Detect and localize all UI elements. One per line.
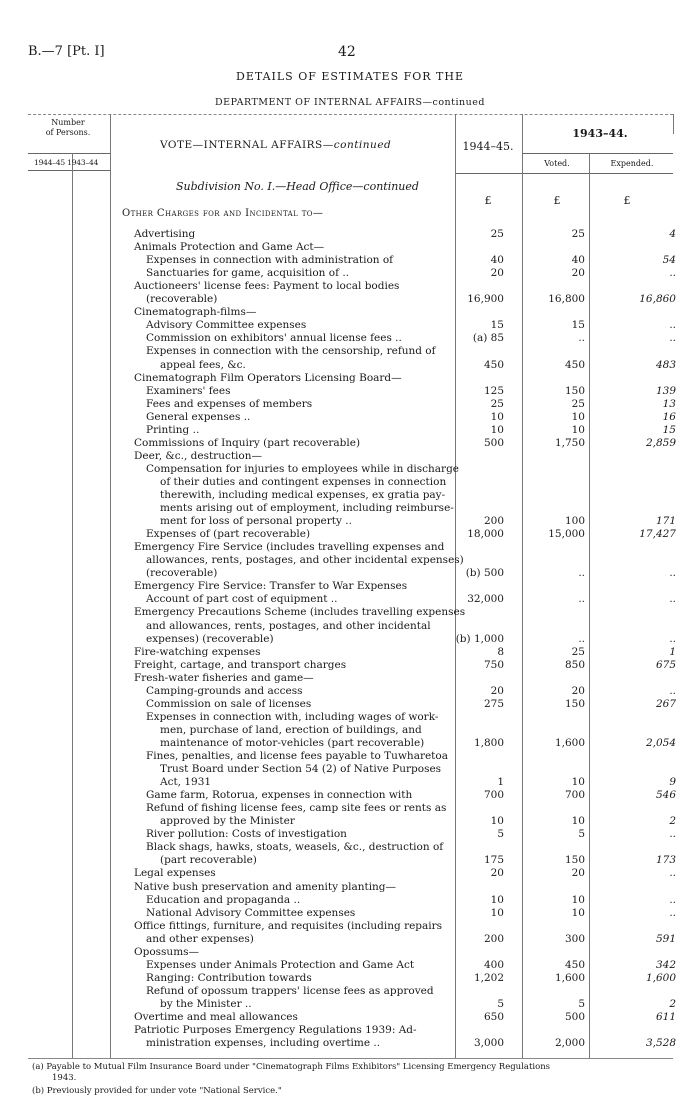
estimate-1944-45: 125 — [483, 384, 504, 397]
table-row — [0, 372, 700, 385]
estimate-1944-45: 32,000 — [467, 593, 504, 606]
table-row — [0, 437, 700, 450]
row-description: Black shags, hawks, stoats, weasels, &c., destruction of — [146, 841, 444, 854]
voted-1943-44: 15,000 — [548, 528, 585, 541]
row-description: Fines, penalties, and license fees payable to Tuwharetoa — [146, 750, 448, 762]
table-row — [0, 567, 700, 580]
expended-1943-44: .. — [669, 319, 676, 332]
expended-1943-44: .. — [669, 867, 676, 880]
row-description: Camping-grounds and access — [146, 684, 303, 697]
expended-1943-44: 173 — [655, 854, 676, 867]
header-bottom-rule-left — [28, 170, 110, 171]
row-description: National Advisory Committee expenses — [146, 906, 356, 919]
table-row — [0, 241, 700, 254]
voted-1943-44: 10 — [571, 893, 585, 906]
row-description: Patriotic Purposes Emergency Regulations 1939: Ad- — [134, 1024, 417, 1037]
table-row — [0, 854, 700, 867]
row-description: Printing .. — [146, 423, 200, 436]
expended-1943-44: 13 — [662, 397, 676, 410]
voted-1943-44: 25 — [571, 397, 585, 410]
estimate-1944-45: 10 — [490, 815, 504, 828]
row-description: ministration expenses, including overtime .. — [146, 1037, 381, 1050]
row-description: Expenses in connection with administration of — [146, 254, 394, 267]
row-description: Advertising — [134, 228, 196, 240]
footnote-a-cont: 1943. — [52, 1073, 77, 1083]
table-row — [0, 815, 700, 828]
row-description: ment for loss of personal property .. — [160, 515, 352, 528]
row-description: Expenses in connection with, including wages of work- — [146, 710, 439, 723]
voted-1943-44: .. — [578, 332, 585, 345]
voted-1943-44: 150 — [564, 854, 585, 867]
table-row — [0, 959, 700, 972]
estimate-1944-45: 5 — [497, 828, 504, 841]
row-description: Freight, cartage, and transport charges — [134, 658, 347, 671]
estimate-1944-45: 1,202 — [473, 971, 504, 984]
row-description: Expenses of (part recoverable) — [146, 528, 311, 541]
row-description: and other expenses) — [146, 932, 254, 945]
expended-header: Expended. — [610, 159, 654, 168]
voted-1943-44: 1,600 — [554, 971, 585, 984]
page-number: 42 — [338, 44, 356, 60]
voted-1943-44: 100 — [564, 515, 585, 528]
row-description: by the Minister .. — [160, 997, 252, 1010]
voted-1943-44: .. — [578, 593, 585, 606]
row-description: Deer, &c., destruction— — [134, 449, 262, 462]
row-description: Act, 1931 — [160, 776, 212, 789]
row-description: Fees and expenses of members — [146, 397, 313, 410]
table-row — [0, 802, 700, 815]
expended-1943-44: 4 — [669, 228, 676, 240]
row-description: Account of part cost of equipment .. — [146, 593, 338, 606]
expended-1943-44: .. — [669, 893, 676, 906]
table-row — [0, 489, 700, 502]
subdivision-heading — [176, 180, 419, 193]
row-description: therewith, including medical expenses, ex gratia pay- — [160, 489, 446, 501]
table-row — [0, 737, 700, 750]
table-row — [0, 398, 700, 411]
table-row — [0, 724, 700, 737]
persons-header-line1: Number — [51, 118, 85, 127]
table-row — [0, 933, 700, 946]
table-row — [0, 946, 700, 959]
expended-1943-44: 9 — [669, 776, 676, 789]
expended-1943-44: .. — [669, 828, 676, 841]
voted-1943-44: 10 — [571, 815, 585, 828]
row-description: Fresh-water fisheries and game— — [134, 671, 314, 684]
row-description: River pollution: Costs of investigation — [146, 828, 347, 841]
subdivision-text: Subdivision No. I.—Head Office—continued — [176, 180, 419, 193]
row-description: Emergency Precautions Scheme (includes travelling expenses — [134, 606, 466, 619]
table-row — [0, 593, 700, 606]
expended-1943-44: 2 — [669, 815, 676, 828]
estimate-1944-45: 200 — [483, 515, 504, 528]
voted-1943-44: 850 — [564, 658, 585, 671]
table-row — [0, 280, 700, 293]
currency-expended: £ — [623, 194, 631, 207]
expended-1943-44: 2,859 — [645, 436, 676, 449]
voted-1943-44: 20 — [571, 867, 585, 880]
table-row — [0, 620, 700, 633]
voted-1943-44: 10 — [571, 776, 585, 789]
estimate-1944-45: 10 — [490, 410, 504, 423]
expended-1943-44: .. — [669, 267, 676, 280]
expended-1943-44: 3,528 — [645, 1037, 676, 1050]
page-subtitle: DEPARTMENT OF INTERNAL AFFAIRS—continued — [215, 97, 485, 108]
expended-1943-44: 54 — [662, 254, 676, 267]
voted-1943-44: .. — [578, 567, 585, 580]
voted-1943-44: 5 — [578, 997, 585, 1010]
table-row — [0, 750, 700, 763]
table-row — [0, 1024, 700, 1037]
expended-1943-44: .. — [669, 332, 676, 345]
vote-heading — [160, 139, 391, 151]
table-row — [0, 998, 700, 1011]
voted-1943-44: 450 — [564, 358, 585, 371]
table-row — [0, 319, 700, 332]
expended-1943-44: 342 — [655, 958, 676, 971]
estimate-1944-45: (b) 500 — [465, 567, 504, 580]
document-code: B.—7 [Pt. I] — [28, 44, 105, 59]
header-bottom-rule — [456, 173, 673, 174]
expended-1943-44: 139 — [655, 384, 676, 397]
expended-1943-44: .. — [669, 593, 676, 606]
row-description: Legal expenses — [134, 867, 216, 880]
footnote-rule — [28, 1058, 673, 1059]
table-row — [0, 789, 700, 802]
table-row — [0, 476, 700, 489]
table-row — [0, 972, 700, 985]
estimate-1944-45: 200 — [483, 932, 504, 945]
table-row — [0, 228, 700, 241]
voted-1943-44: 25 — [571, 645, 585, 658]
expended-1943-44: 16 — [662, 410, 676, 423]
estimate-1944-45: 1 — [497, 776, 504, 789]
table-row — [0, 711, 700, 724]
row-description: expenses) (recoverable) — [146, 632, 274, 645]
row-description: ments arising out of employment, including reimburse- — [160, 502, 454, 515]
estimate-1944-45: 20 — [490, 867, 504, 880]
estimate-1944-45: 40 — [490, 254, 504, 267]
estimate-1944-45: 500 — [483, 436, 504, 449]
table-row — [0, 841, 700, 854]
table-row — [0, 332, 700, 345]
persons-header — [28, 118, 108, 138]
section-heading: Other Charges for and Incidental to— — [122, 208, 324, 219]
voted-1943-44: 10 — [571, 423, 585, 436]
table-top-rule — [28, 114, 673, 115]
table-row — [0, 267, 700, 280]
row-description: Commissions of Inquiry (part recoverable) — [134, 436, 361, 449]
row-description: (recoverable) — [146, 567, 218, 580]
voted-1943-44: 25 — [571, 228, 585, 240]
voted-1943-44: 1,750 — [554, 436, 585, 449]
table-row — [0, 554, 700, 567]
expended-1943-44: 611 — [655, 1011, 676, 1023]
estimate-1944-45: 400 — [483, 958, 504, 971]
footnote-a: (a) Payable to Mutual Film Insurance Board under "Cinematograph Films Exhibitors" Licensing Emergency Regulations — [32, 1062, 551, 1072]
row-description: Refund of fishing license fees, camp site fees or rents as — [146, 802, 447, 815]
table-row — [0, 672, 700, 685]
table-row — [0, 907, 700, 920]
row-description: Cinematograph Film Operators Licensing Board— — [134, 371, 402, 384]
row-description: Compensation for injuries to employees while in discharge — [146, 462, 460, 475]
expended-1943-44: .. — [669, 632, 676, 645]
voted-1943-44: 10 — [571, 906, 585, 919]
row-description: Office fittings, furniture, and requisites (including repairs — [134, 919, 443, 932]
expended-1943-44: 675 — [655, 658, 676, 671]
estimate-1944-45: 750 — [483, 658, 504, 671]
table-row — [0, 541, 700, 554]
voted-1943-44: 15 — [571, 319, 585, 332]
table-row — [0, 580, 700, 593]
estimate-1944-45: 10 — [490, 423, 504, 436]
table-row — [0, 254, 700, 267]
table-row — [0, 763, 700, 776]
table-row — [0, 411, 700, 424]
table-row — [0, 659, 700, 672]
row-description: General expenses .. — [146, 410, 251, 423]
table-row — [0, 646, 700, 659]
estimate-1944-45: 25 — [490, 228, 504, 240]
estimate-1944-45: 10 — [490, 893, 504, 906]
row-description: Auctioneers' license fees: Payment to local bodies — [134, 280, 400, 293]
row-description: Sanctuaries for game, acquisition of .. — [146, 267, 349, 280]
year-1943-44-header: 1943–44. — [572, 127, 628, 140]
table-row — [0, 698, 700, 711]
table-row — [0, 306, 700, 319]
row-description: of their duties and contingent expenses in connection — [160, 475, 447, 488]
voted-1943-44: 700 — [564, 789, 585, 802]
estimate-1944-45: (a) 85 — [472, 332, 504, 345]
row-description: men, purchase of land, erection of buildings, and — [160, 723, 422, 736]
voted-1943-44: 2,000 — [554, 1037, 585, 1050]
row-description: (recoverable) — [146, 293, 218, 306]
table-row — [0, 293, 700, 306]
row-description: Game farm, Rotorua, expenses in connection with — [146, 789, 413, 802]
expended-1943-44: .. — [669, 684, 676, 697]
table-row — [0, 528, 700, 541]
row-description: Opossums— — [134, 945, 200, 958]
currency-voted: £ — [553, 194, 561, 207]
voted-1943-44: 500 — [564, 1011, 585, 1023]
estimate-1944-45: 20 — [490, 267, 504, 280]
table-row — [0, 359, 700, 372]
expended-1943-44: 267 — [655, 697, 676, 710]
row-description: Emergency Fire Service: Transfer to War Expenses — [134, 580, 408, 593]
expended-1943-44: 2 — [669, 997, 676, 1010]
table-row — [0, 424, 700, 437]
currency-year1: £ — [484, 194, 492, 207]
estimate-1944-45: 15 — [490, 319, 504, 332]
estimate-1944-45: 16,900 — [467, 293, 504, 306]
row-description: Expenses in connection with the censorship, refund of — [146, 345, 436, 358]
row-description: Fire-watching expenses — [134, 645, 261, 658]
estimate-1944-45: 20 — [490, 684, 504, 697]
table-row — [0, 894, 700, 907]
expended-1943-44: 1 — [669, 645, 676, 658]
expended-1943-44: .. — [669, 906, 676, 919]
row-description: appeal fees, &c. — [160, 358, 246, 371]
expended-1943-44: 1,600 — [645, 971, 676, 984]
table-row — [0, 633, 700, 646]
row-description: Expenses under Animals Protection and Game Act — [146, 958, 415, 971]
voted-1943-44: 5 — [578, 828, 585, 841]
expended-1943-44: 591 — [655, 932, 676, 945]
estimate-1944-45: 8 — [497, 645, 504, 658]
row-description: Commission on exhibitors' annual license fees .. — [146, 332, 402, 345]
table-row — [0, 1037, 700, 1050]
row-description: Cinematograph-films— — [134, 306, 257, 319]
persons-years-header: 1944–45 1943–44 — [34, 158, 99, 167]
voted-1943-44: 16,800 — [548, 293, 585, 306]
expended-1943-44: 483 — [655, 358, 676, 371]
table-row — [0, 515, 700, 528]
estimate-1944-45: 25 — [490, 397, 504, 410]
table-row — [0, 920, 700, 933]
table-row — [0, 502, 700, 515]
table-row — [0, 385, 700, 398]
table-row — [0, 463, 700, 476]
table-row — [0, 685, 700, 698]
table-row — [0, 776, 700, 789]
estimate-1944-45: 175 — [483, 854, 504, 867]
row-description: Refund of opossum trappers' license fees as approved — [146, 984, 434, 997]
estimate-1944-45: (b) 1,000 — [455, 632, 504, 645]
voted-1943-44: 20 — [571, 684, 585, 697]
estimate-1944-45: 18,000 — [467, 528, 504, 541]
row-description: maintenance of motor-vehicles (part recoverable) — [160, 736, 425, 749]
header-voted-rule — [523, 153, 673, 154]
row-description: (part recoverable) — [160, 854, 257, 867]
year-1944-45-header: 1944–45. — [462, 140, 514, 153]
voted-1943-44: 150 — [564, 384, 585, 397]
row-description: Ranging: Contribution towards — [146, 971, 312, 984]
voted-1943-44: 1,600 — [554, 736, 585, 749]
row-description: Examiners' fees — [146, 384, 231, 397]
voted-header: Voted. — [544, 159, 570, 168]
table-row — [0, 345, 700, 358]
voted-1943-44: 20 — [571, 267, 585, 280]
expended-1943-44: 15 — [662, 423, 676, 436]
table-row — [0, 985, 700, 998]
row-description: Emergency Fire Service (includes travelling expenses and — [134, 541, 445, 554]
row-description: allowances, rents, postages, and other incidental expenses) — [146, 554, 464, 567]
estimate-1944-45: 700 — [483, 789, 504, 802]
voted-1943-44: 300 — [564, 932, 585, 945]
estimate-1944-45: 275 — [483, 697, 504, 710]
expended-1943-44: .. — [669, 567, 676, 580]
page-title: DETAILS OF ESTIMATES FOR THE — [236, 70, 464, 83]
row-description: Native bush preservation and amenity planting— — [134, 880, 397, 893]
estimate-1944-45: 3,000 — [473, 1037, 504, 1050]
voted-1943-44: 150 — [564, 697, 585, 710]
persons-header-line2: of Persons. — [45, 128, 91, 137]
table-row — [0, 450, 700, 463]
vote-heading-text: VOTE—INTERNAL AFFAIRS— — [160, 139, 334, 151]
expended-1943-44: 17,427 — [639, 528, 676, 541]
row-description: and allowances, rents, postages, and other incidental — [146, 619, 431, 632]
row-description: Advisory Committee expenses — [146, 319, 307, 332]
table-row — [0, 867, 700, 880]
expended-1943-44: 171 — [655, 515, 676, 528]
row-description: approved by the Minister — [160, 815, 295, 828]
voted-1943-44: 40 — [571, 254, 585, 267]
row-description: Animals Protection and Game Act— — [134, 241, 325, 254]
row-description: Commission on sale of licenses — [146, 697, 312, 710]
table-row — [0, 881, 700, 894]
row-description: Education and propaganda .. — [146, 893, 301, 906]
row-description: Trust Board under Section 54 (2) of Native Purposes — [160, 763, 442, 776]
table-row — [0, 606, 700, 619]
header-year-rule — [28, 153, 110, 154]
estimate-1944-45: 5 — [497, 997, 504, 1010]
row-description: Overtime and meal allowances — [134, 1011, 298, 1023]
expended-1943-44: 2,054 — [645, 736, 676, 749]
vote-heading-cont: continued — [333, 139, 392, 151]
voted-1943-44: .. — [578, 632, 585, 645]
estimate-1944-45: 10 — [490, 906, 504, 919]
expended-1943-44: 546 — [655, 789, 676, 802]
voted-1943-44: 450 — [564, 958, 585, 971]
footnote-b: (b) Previously provided for under vote "National Service." — [32, 1086, 282, 1096]
estimate-1944-45: 650 — [483, 1011, 504, 1023]
table-row — [0, 828, 700, 841]
estimate-1944-45: 450 — [483, 358, 504, 371]
expended-1943-44: 16,860 — [639, 293, 676, 306]
table-row — [0, 1011, 700, 1024]
voted-1943-44: 10 — [571, 410, 585, 423]
estimate-1944-45: 1,800 — [473, 736, 504, 749]
